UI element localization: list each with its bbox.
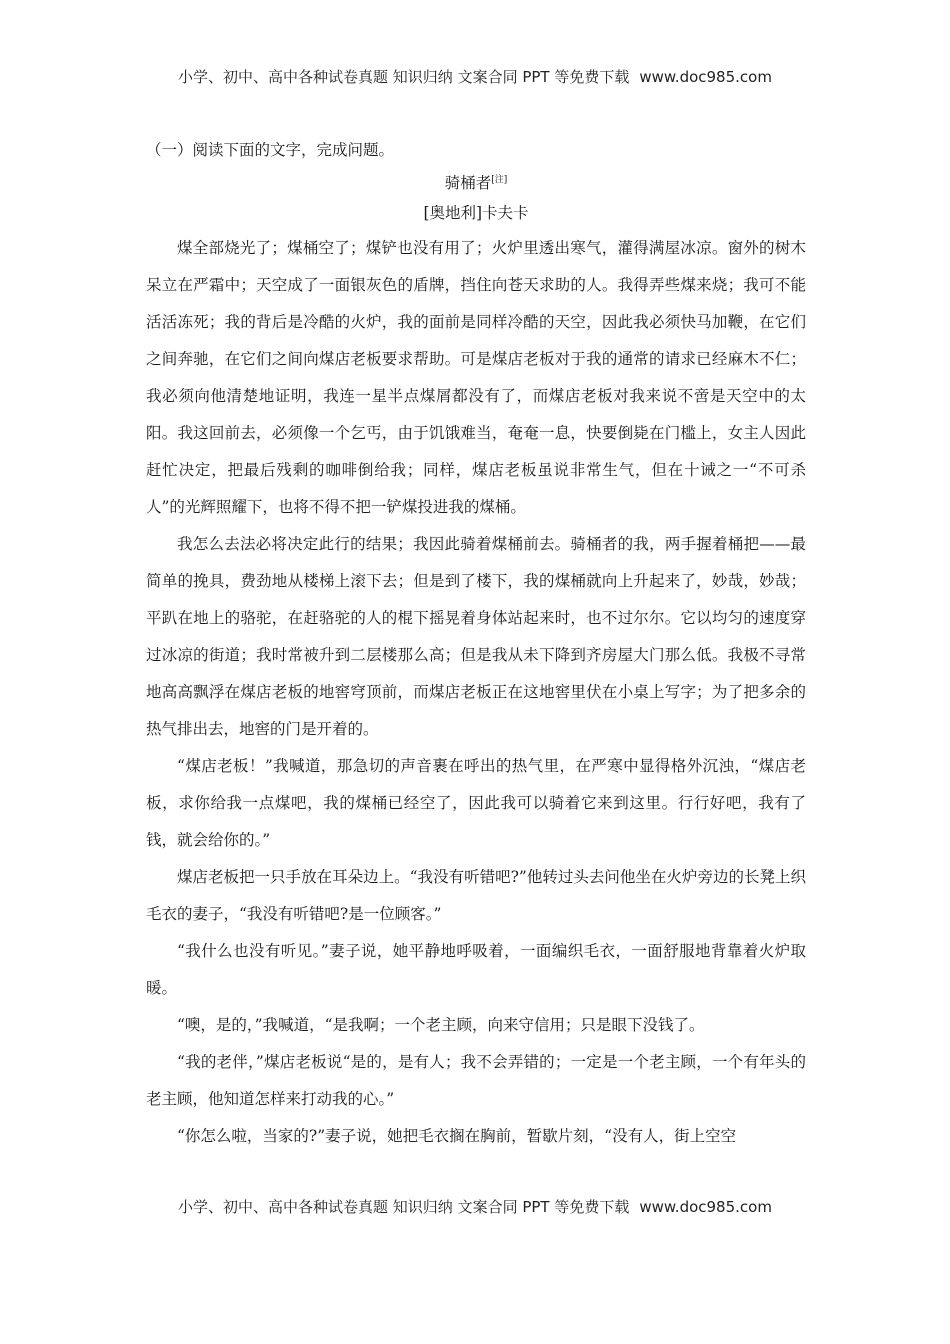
- footer-url-link[interactable]: www.doc985.com: [639, 1198, 772, 1216]
- paragraph: “我什么也没有听见。”妻子说，她平静地呼吸着，一面编织毛衣，一面舒服地背靠着火炉取暖。: [146, 942, 806, 997]
- story-title: [146, 168, 806, 198]
- story-author: [奥地利]卡夫卡: [423, 204, 529, 222]
- paragraph: “煤店老板！”我喊道，那急切的声音裹在呼出的热气里，在严寒中显得格外沉浊，“煤店老板，求你给我一点煤吧，我的煤桶已经空了，因此我可以骑着它来到这里。行行好吧，我有了钱，就会给你的。”: [146, 757, 806, 849]
- page-header: [0, 66, 950, 87]
- paragraph: 煤店老板把一只手放在耳朵边上。“我没有听错吧?”他转过头去问他坐在火炉旁边的长凳上织毛衣的妻子，“我没有听错吧?是一位顾客。”: [146, 868, 806, 923]
- page-footer: [0, 1196, 950, 1217]
- paragraph: 煤全部烧光了；煤桶空了；煤铲也没有用了；火炉里透出寒气，灌得满屋冰凉。窗外的树木呆立在严霜中；天空成了一面银灰色的盾牌，挡住向苍天求助的人。我得弄些煤来烧；我可不能活活冻死；我的背后是冷酷的火炉，我的面前是同样冷酷的天空，因此我必须快马加鞭，在它们之间奔驰，在它们之间向煤店老板要求帮助。可是煤店老板对于我的通常的请求已经麻木不仁；我必须向他清楚地证明，我连一星半点煤屑都没有了，而煤店老板对我来说不啻是天空中的太阳。我这回前去，必须像一个乞丐，由于饥饿难当，奄奄一息，快要倒毙在门槛上，女主人因此赶忙决定，把最后残剩的咖啡倒给我；同样，煤店老板虽说非常生气，但在十诫之一“不可杀人”的光辉照耀下，也将不得不把一铲煤投进我的煤桶。: [146, 239, 806, 516]
- paragraph: “你怎么啦，当家的?”妻子说，她把毛衣搁在胸前，暂歇片刻，“没有人，街上空空: [177, 1127, 737, 1145]
- header-banner: 小学、初中、高中各种试卷真题 知识归纳 文案合同 PPT 等免费下载: [178, 68, 630, 86]
- story-title-text: 骑桶者: [444, 174, 492, 192]
- title-note-mark: [注]: [491, 174, 508, 185]
- paragraph: “我的老伴，”煤店老板说“是的，是有人；我不会弄错的；一定是一个老主顾，一个有年头的老主顾，他知道怎样来打动我的心。”: [146, 1053, 806, 1108]
- header-url-link[interactable]: www.doc985.com: [639, 68, 772, 86]
- paragraph: 我怎么去法必将决定此行的结果；我因此骑着煤桶前去。骑桶者的我，两手握着桶把——最简单的挽具，费劲地从楼梯上滚下去；但是到了楼下，我的煤桶就向上升起来了，妙哉，妙哉；平趴在地上的骆驼，在赶骆驼的人的棍下摇晃着身体站起来时，也不过尔尔。它以均匀的速度穿过冰凉的街道；我时常被升到二层楼那么高；但是我从未下降到齐房屋大门那么低。我极不寻常地高高飘浮在煤店老板的地窖穹顶前，而煤店老板正在这地窖里伏在小桌上写字；为了把多余的热气排出去，地窖的门是开着的。: [146, 535, 806, 738]
- footer-banner: 小学、初中、高中各种试卷真题 知识归纳 文案合同 PPT 等免费下载: [178, 1198, 630, 1216]
- document-body: [146, 136, 806, 1155]
- section-label: （一）阅读下面的文字，完成问题。: [146, 141, 395, 159]
- paragraph: “噢，是的，”我喊道，“是我啊；一个老主顾，向来守信用；只是眼下没钱了。: [177, 1016, 705, 1034]
